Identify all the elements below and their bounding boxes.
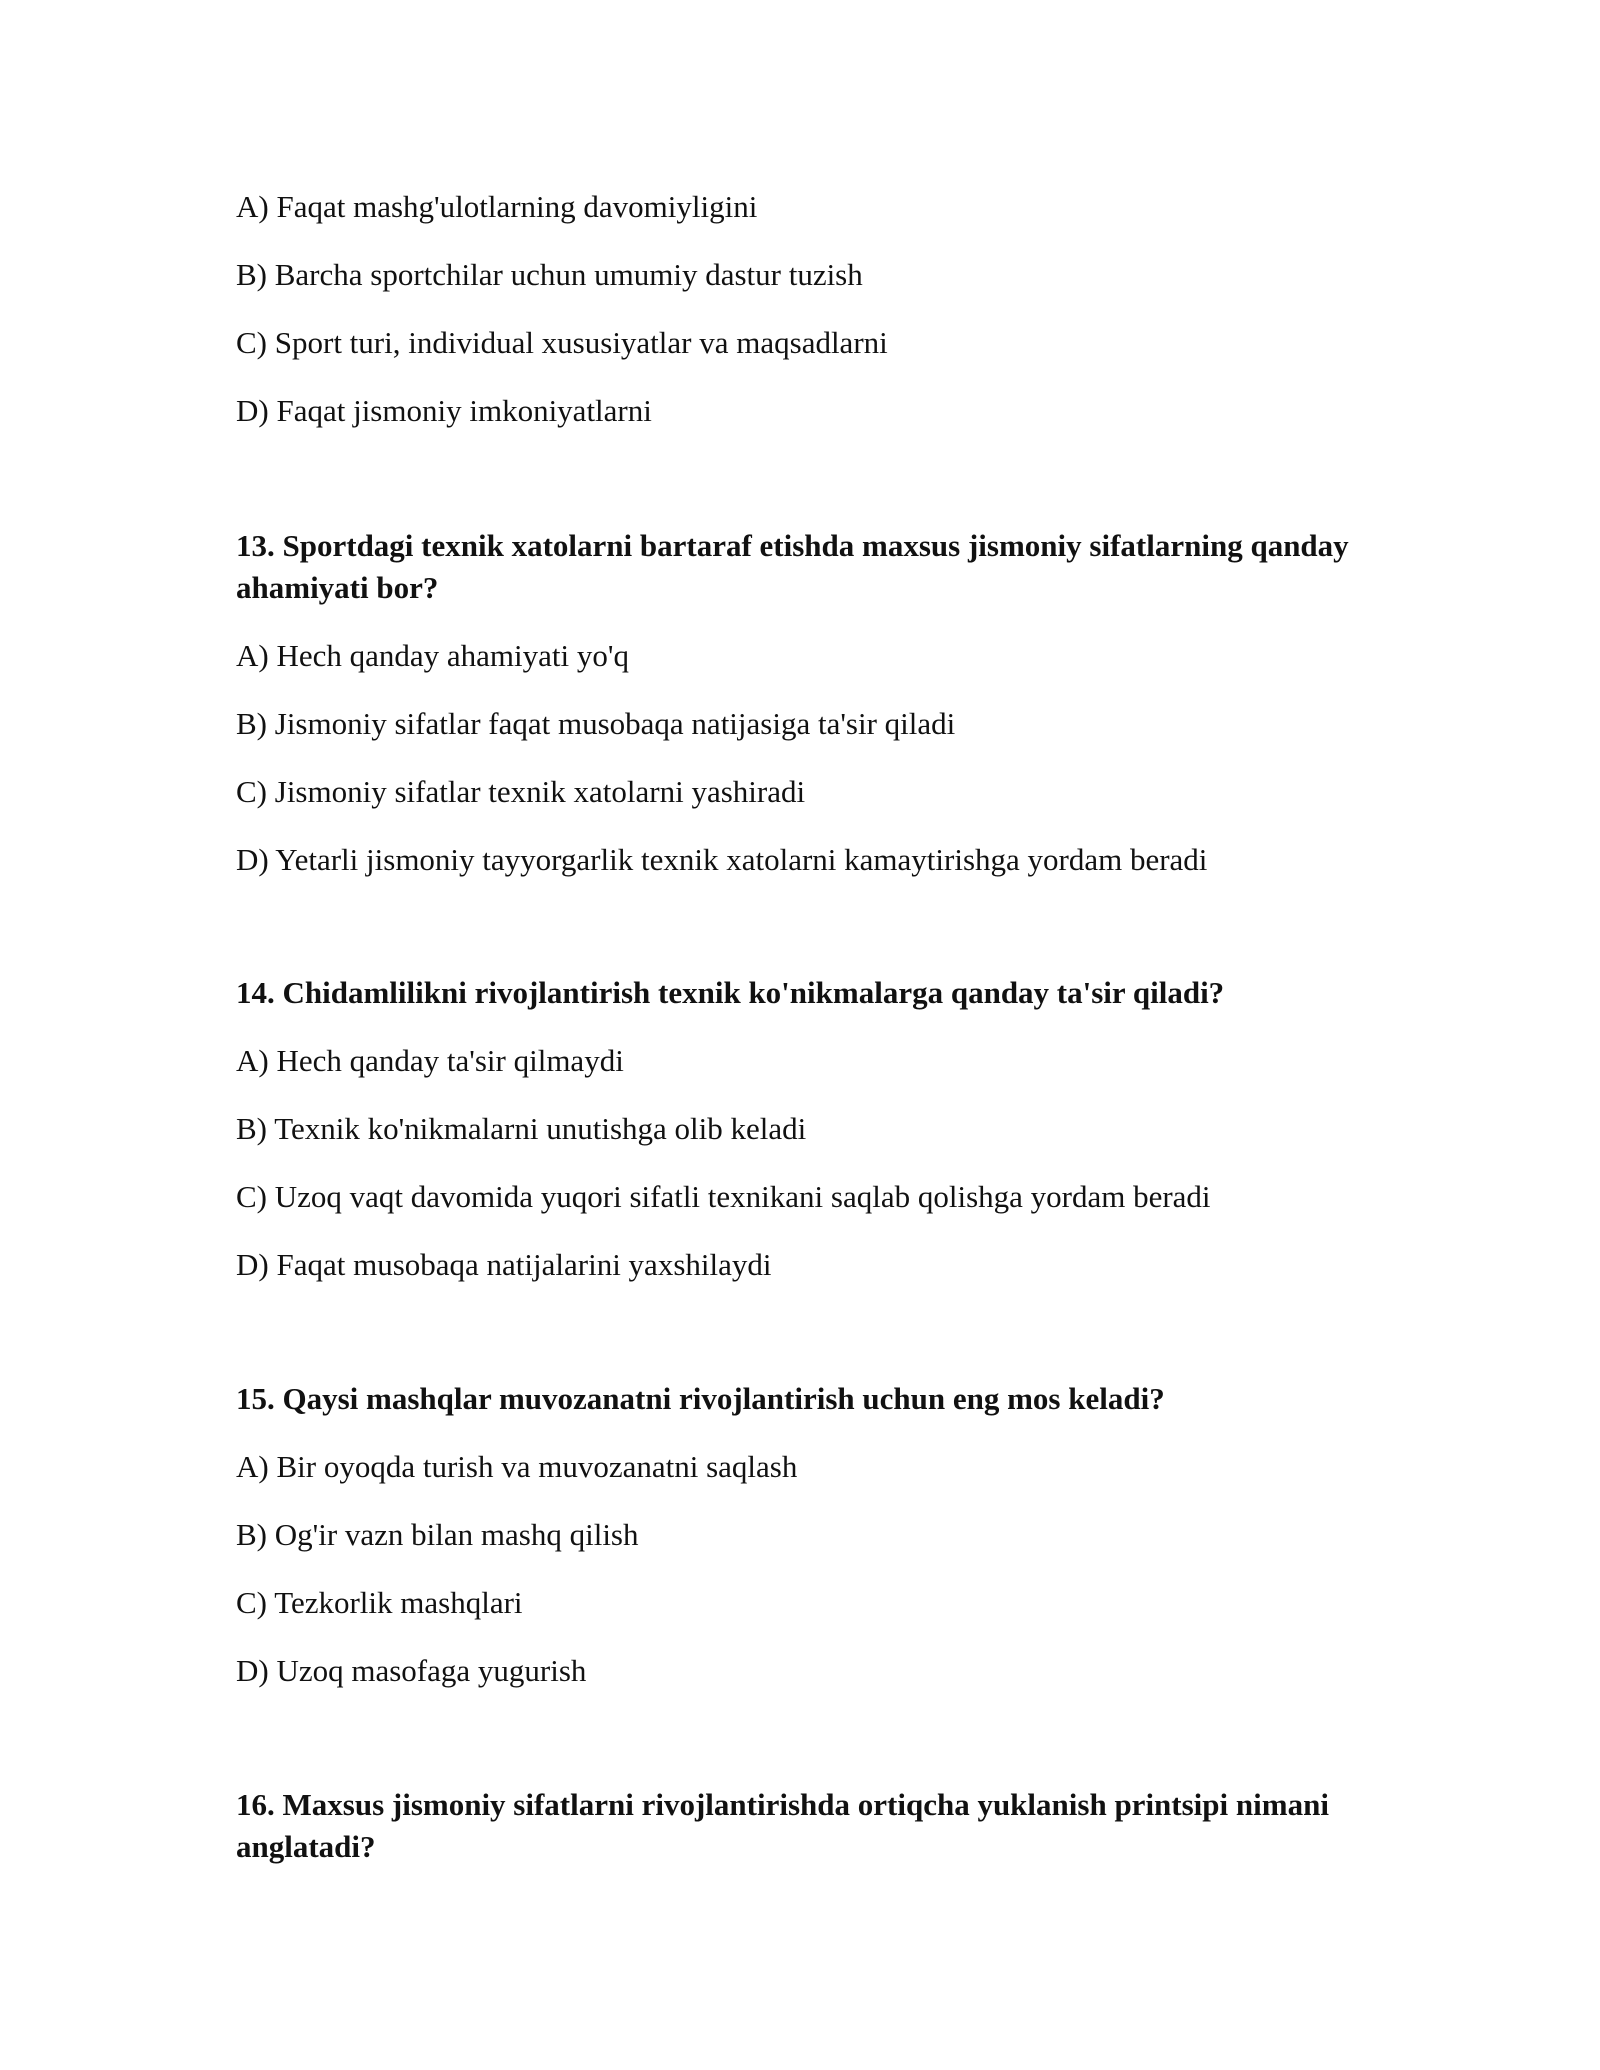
option-c: C) Jismoniy sifatlar texnik xatolarni yashiradi xyxy=(236,774,806,809)
option-c: C) Sport turi, individual xususiyatlar va maqsadlarni xyxy=(236,325,888,360)
question-block-12-options xyxy=(236,186,1406,458)
option-b: B) Texnik ko'nikmalarni unutishga olib keladi xyxy=(236,1111,807,1146)
question-16-text: 16. Maxsus jismoniy sifatlarni rivojlantirishda ortiqcha yuklanish printsipi nimani anglatadi? xyxy=(236,1787,1329,1864)
option-d: D) Faqat musobaqa natijalarini yaxshilaydi xyxy=(236,1247,772,1282)
option-a: A) Bir oyoqda turish va muvozanatni saqlash xyxy=(236,1449,798,1484)
question-14-text: 14. Chidamlilikni rivojlantirish texnik ko'nikmalarga qanday ta'sir qiladi? xyxy=(236,975,1225,1010)
question-block-14 xyxy=(236,972,1406,1312)
question-block-15 xyxy=(236,1378,1406,1718)
option-a: A) Faqat mashg'ulotlarning davomiyligini xyxy=(236,189,758,224)
option-a: A) Hech qanday ta'sir qilmaydi xyxy=(236,1043,624,1078)
option-d: D) Faqat jismoniy imkoniyatlarni xyxy=(236,393,652,428)
question-15-text: 15. Qaysi mashqlar muvozanatni rivojlantirish uchun eng mos keladi? xyxy=(236,1381,1165,1416)
question-13-text: 13. Sportdagi texnik xatolarni bartaraf etishda maxsus jismoniy sifatlarning qanday ahamiyati bor? xyxy=(236,528,1349,605)
option-b: B) Jismoniy sifatlar faqat musobaqa natijasiga ta'sir qiladi xyxy=(236,706,956,741)
question-block-13 xyxy=(236,525,1406,907)
option-c: C) Uzoq vaqt davomida yuqori sifatli texnikani saqlab qolishga yordam beradi xyxy=(236,1179,1211,1214)
option-c: C) Tezkorlik mashqlari xyxy=(236,1585,523,1620)
option-d: D) Uzoq masofaga yugurish xyxy=(236,1653,587,1688)
option-a: A) Hech qanday ahamiyati yo'q xyxy=(236,638,629,673)
option-b: B) Barcha sportchilar uchun umumiy dastur tuzish xyxy=(236,257,863,292)
option-b: B) Og'ir vazn bilan mashq qilish xyxy=(236,1517,639,1552)
option-d: D) Yetarli jismoniy tayyorgarlik texnik xatolarni kamaytirishga yordam beradi xyxy=(236,842,1208,877)
question-block-16 xyxy=(236,1784,1406,1894)
